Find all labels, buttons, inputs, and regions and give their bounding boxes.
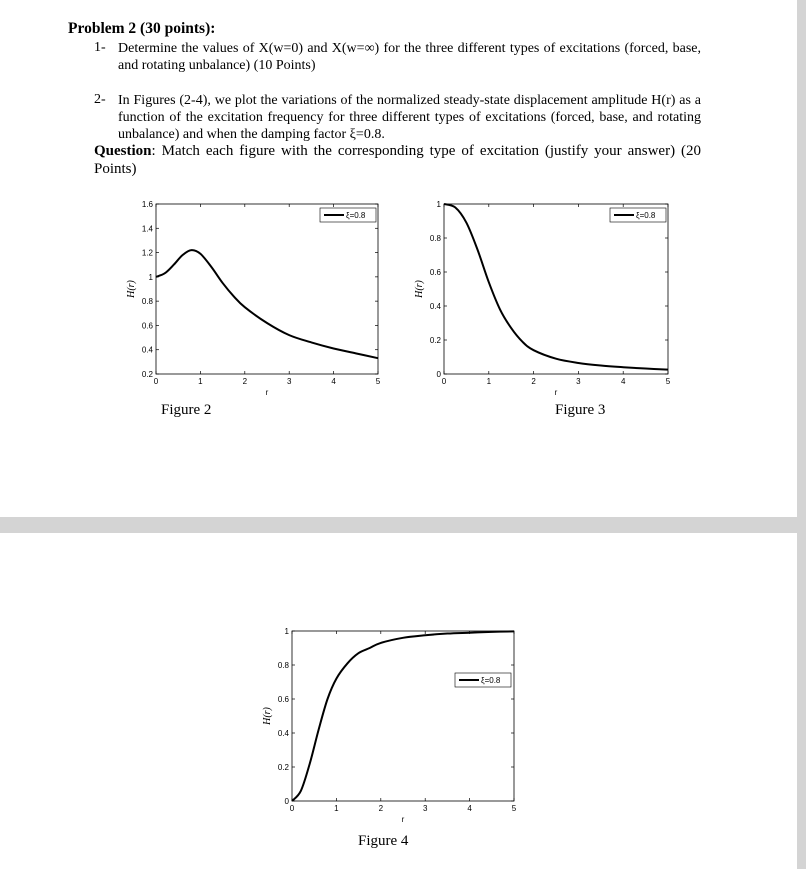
question	[94, 142, 701, 178]
y-tick-label: 0.4	[141, 345, 153, 355]
y-tick-label: 0.6	[429, 268, 441, 277]
plot-area	[292, 631, 514, 801]
x-tick-label: 1	[198, 377, 203, 386]
x-axis-label: r	[265, 388, 269, 397]
x-axis-label: r	[401, 815, 405, 824]
figure-2-caption: Figure 2	[161, 402, 212, 418]
y-tick-label: 0.2	[429, 336, 441, 345]
x-axis-label: r	[554, 388, 558, 397]
y-tick-label: 0.6	[277, 695, 289, 704]
x-tick-label: 5	[511, 804, 517, 813]
x-tick-label: 2	[242, 377, 248, 386]
legend-label: ξ=0.8	[346, 211, 366, 220]
x-tick-label: 4	[467, 804, 472, 813]
x-tick-label: 5	[665, 377, 671, 386]
y-tick-label: 1	[284, 627, 289, 636]
y-tick-label: 0	[284, 797, 289, 806]
x-tick-label: 5	[375, 377, 381, 386]
x-tick-label: 3	[422, 804, 428, 813]
figure-3-chart	[404, 196, 680, 401]
legend	[455, 673, 511, 687]
x-tick-label: 2	[531, 377, 536, 386]
y-tick-label: 0.6	[141, 321, 153, 331]
x-tick-label: 2	[378, 804, 384, 813]
y-tick-label: 0	[436, 370, 441, 379]
legend	[610, 208, 666, 222]
legend-label: ξ=0.8	[636, 211, 656, 220]
y-tick-label: 0.8	[277, 661, 289, 670]
x-tick-label: 0	[441, 377, 447, 386]
y-tick-label: 1	[436, 200, 441, 209]
item-2-number: 2-	[94, 92, 106, 107]
plot-area	[444, 204, 668, 374]
y-tick-label: 1	[148, 272, 153, 282]
y-tick-label: 0.4	[429, 302, 441, 311]
document-page-2	[0, 533, 797, 869]
problem-title: Problem 2 (30 points):	[68, 20, 216, 37]
y-tick-label: 0.2	[141, 370, 153, 379]
item-1-text: Determine the values of X(w=0) and X(w=∞) for the three different types of excitations (forced, base, and rotating unbalance) (10 Points)	[118, 41, 701, 73]
y-tick-label: 1.4	[141, 224, 153, 234]
y-axis-label: H(r)	[126, 280, 137, 298]
y-axis-label: H(r)	[262, 707, 273, 725]
y-axis-label: H(r)	[414, 280, 425, 298]
y-tick-label: 0.4	[277, 729, 289, 738]
figure-4-caption: Figure 4	[358, 833, 409, 849]
question-text: : Match each figure with the corresponding type of excitation (justify your answer) (20 Points)	[94, 143, 701, 177]
figure-2-chart	[116, 196, 386, 401]
y-tick-label: 1.2	[141, 248, 153, 258]
x-tick-label: 4	[331, 377, 336, 386]
legend	[320, 208, 376, 222]
legend-label: ξ=0.8	[481, 676, 501, 685]
plot-area	[156, 204, 378, 374]
y-tick-label: 1.6	[141, 200, 153, 209]
question-label: Question	[94, 143, 152, 159]
x-tick-label: 3	[286, 377, 292, 386]
x-tick-label: 3	[576, 377, 581, 386]
figure-4-chart	[254, 621, 524, 826]
y-tick-label: 0.8	[141, 297, 153, 307]
x-tick-label: 1	[334, 804, 339, 813]
item-1-number: 1-	[94, 40, 106, 55]
x-tick-label: 4	[620, 377, 626, 386]
x-tick-label: 1	[486, 377, 492, 386]
y-tick-label: 0.2	[277, 763, 289, 772]
x-tick-label: 0	[289, 804, 295, 813]
figure-3-caption: Figure 3	[555, 402, 606, 418]
x-tick-label: 0	[153, 377, 159, 386]
y-tick-label: 0.8	[429, 234, 441, 243]
item-2-text: In Figures (2-4), we plot the variations of the normalized steady-state displacement amplitude H(r) as a function of the excitation frequency for three different types of excitations (forced, base, and rotating unbalance) and when the damping factor ξ=0.8.	[118, 93, 701, 142]
